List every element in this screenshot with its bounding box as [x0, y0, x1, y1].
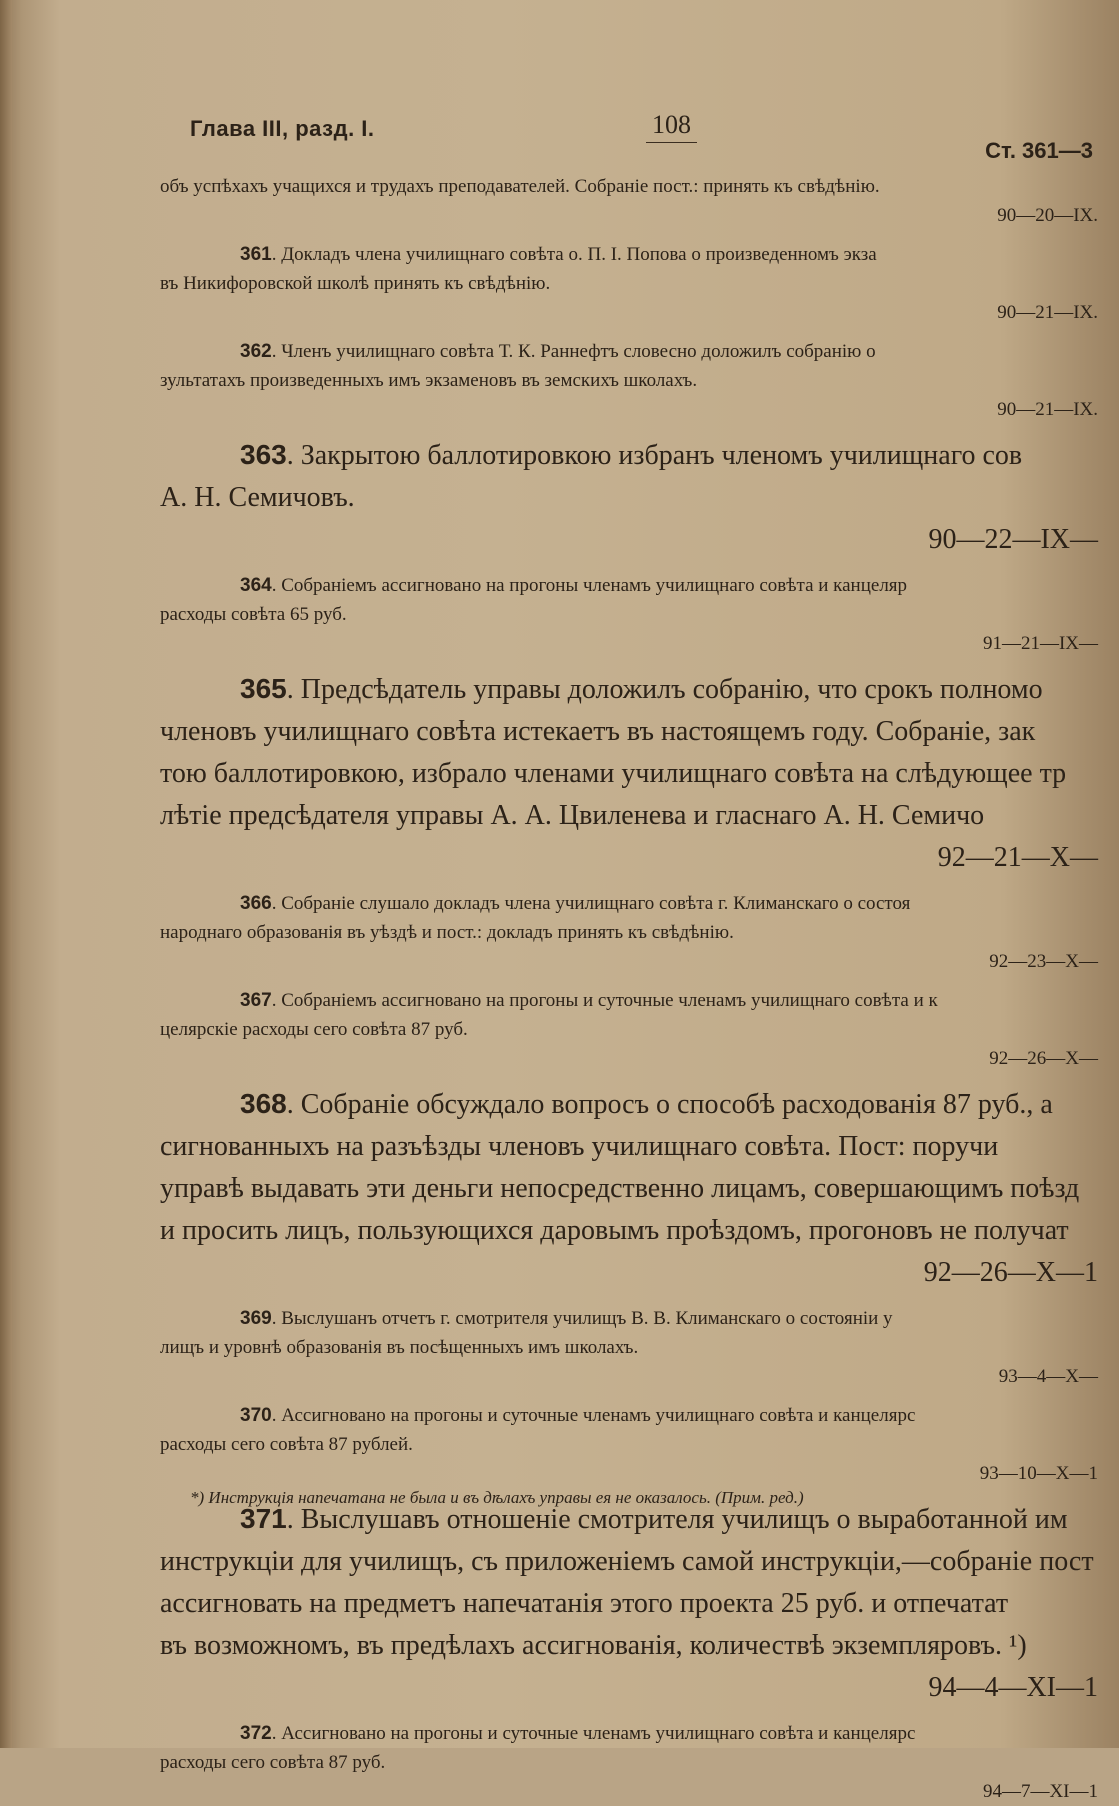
entry-number: 363	[240, 439, 287, 470]
entry-reference: 90—20—IX.	[997, 205, 1098, 226]
entry-reference: 92—21—X—	[937, 842, 1098, 873]
entry-367	[160, 986, 1098, 1073]
entry-line: . Закрытою баллотировкою избранъ членомъ училищнаго сов	[286, 440, 1023, 471]
page-content	[160, 172, 1098, 1806]
entry-line: народнаго образованія въ уѣздѣ и пост.: докладъ принять къ свѣдѣнію.	[160, 922, 734, 943]
chapter-label: Глава III, разд. I.	[190, 116, 375, 141]
entry-line: инструкціи для училищъ, съ приложеніемъ самой инструкціи,—собраніе пост	[160, 1546, 1094, 1577]
entry-line: . Выслушанъ отчетъ г. смотрителя училищъ В. В. Климанскаго о состояніи у	[271, 1308, 893, 1329]
page-binding-edge	[0, 0, 12, 1748]
entry-line: . Ассигновано на прогоны и суточные членамъ училищнаго совѣта и канцелярс	[271, 1405, 916, 1426]
entry-line: лищъ и уровнѣ образованія въ посѣщенныхъ имъ школахъ.	[160, 1337, 639, 1358]
entry-line: . Собраніемъ ассигновано на прогоны членамъ училищнаго совѣта и канцеляр	[271, 575, 908, 596]
entry-363	[160, 434, 1098, 561]
entry-line: и просить лицъ, пользующихся даровымъ проѣздомъ, прогоновъ не получат	[160, 1215, 1069, 1246]
entry-reference: 93—10—X—1	[979, 1463, 1098, 1484]
entry-number: 371	[240, 1503, 287, 1534]
entry-line: целярскіе расходы сего совѣта 87 руб.	[160, 1019, 468, 1040]
entry-line: . Ассигновано на прогоны и суточные членамъ училищнаго совѣта и канцелярс	[271, 1723, 916, 1744]
entry-line: расходы сего совѣта 87 рублей.	[160, 1434, 413, 1455]
entry-number: 370	[240, 1405, 272, 1426]
entry-line: . Членъ училищнаго совѣта Т. К. Раннефтъ словесно доложилъ собранію о	[271, 341, 876, 362]
entry-line: объ успѣхахъ учащихся и трудахъ преподавателей. Собраніе пост.: принять къ свѣдѣнію.	[160, 176, 880, 197]
entry-reference: 92—26—X—1	[923, 1257, 1098, 1288]
entry-reference: 94—7—XI—1	[982, 1781, 1098, 1802]
entry-line: . Собраніе обсуждало вопросъ о способѣ расходованія 87 руб., а	[286, 1089, 1053, 1120]
entry-continuation	[160, 172, 1098, 230]
entry-line: . Собраніе слушало докладъ члена училищнаго совѣта г. Климанскаго о состоя	[271, 893, 911, 914]
entry-reference: 92—23—X—	[989, 951, 1098, 972]
entry-reference: 92—26—X—	[989, 1048, 1098, 1069]
entry-370	[160, 1401, 1098, 1488]
page-number: 108	[646, 110, 697, 143]
entry-reference: 90—22—IX—	[928, 524, 1098, 555]
entry-line: лѣтіе предсѣдателя управы А. А. Цвиленева и гласнаго А. Н. Семичо	[160, 800, 985, 831]
entry-line: ассигновать на предметъ напечатанія этого проекта 25 руб. и отпечатат	[160, 1588, 1009, 1619]
entry-line: . Докладъ члена училищнаго совѣта о. П. І. Попова о произведенномъ экза	[271, 244, 877, 265]
entry-number: 372	[240, 1723, 272, 1744]
entry-361	[160, 240, 1098, 327]
entry-number: 362	[240, 341, 272, 362]
entry-362	[160, 337, 1098, 424]
entry-line: . Собраніемъ ассигновано на прогоны и суточные членамъ училищнаго совѣта и к	[271, 990, 938, 1011]
footnote: *) Инструкція напечатана не была и въ дѣлахъ управы ея не оказалось. (Прим. ред.)	[190, 1488, 804, 1507]
entry-number: 368	[240, 1088, 287, 1119]
entry-366	[160, 889, 1098, 976]
page-header	[190, 110, 1099, 174]
entry-372	[160, 1719, 1098, 1806]
entry-number: 366	[240, 893, 272, 914]
entry-line: . Предсѣдатель управы доложилъ собранію, что срокъ полномо	[286, 674, 1043, 705]
entry-reference: 93—4—X—	[998, 1366, 1098, 1387]
entry-number: 369	[240, 1308, 272, 1329]
article-range: Ст. 361—3	[985, 138, 1093, 163]
entry-reference: 90—21—IX.	[997, 302, 1098, 323]
entry-line: сигнованныхъ на разъѣзды членовъ училищнаго совѣта. Пост: поручи	[160, 1131, 999, 1162]
entry-line: тою баллотировкою, избрало членами училищнаго совѣта на слѣдующее тр	[160, 758, 1067, 789]
entry-365	[160, 668, 1098, 879]
entry-number: 367	[240, 990, 272, 1011]
entry-368	[160, 1083, 1098, 1294]
entry-line: А. Н. Семичовъ.	[160, 482, 355, 513]
entry-364	[160, 571, 1098, 658]
entry-line: въ возможномъ, въ предѣлахъ ассигнованія, количествѣ экземпляровъ. ¹)	[160, 1630, 1027, 1661]
entry-line: . Выслушавъ отношеніе смотрителя училищъ о выработанной им	[286, 1504, 1068, 1535]
entry-369	[160, 1304, 1098, 1391]
entry-number: 361	[240, 244, 272, 265]
entry-line: управѣ выдавать эти деньги непосредственно лицамъ, совершающимъ поѣзд	[160, 1173, 1080, 1204]
entry-number: 365	[240, 673, 287, 704]
entry-reference: 90—21—IX.	[997, 399, 1098, 420]
entry-reference: 94—4—XI—1	[928, 1672, 1098, 1703]
entry-line: зультатахъ произведенныхъ имъ экзаменовъ въ земскихъ школахъ.	[160, 370, 698, 391]
entry-line: расходы сего совѣта 87 руб.	[160, 1752, 386, 1773]
entry-line: членовъ училищнаго совѣта истекаетъ въ настоящемъ году. Собраніе, зак	[160, 716, 1036, 747]
entry-number: 364	[240, 575, 272, 596]
entry-reference: 91—21—IX—	[982, 633, 1098, 654]
entry-line: въ Никифоровской школѣ принять къ свѣдѣнію.	[160, 273, 551, 294]
entry-line: расходы совѣта 65 руб.	[160, 604, 347, 625]
entry-371	[160, 1498, 1098, 1709]
